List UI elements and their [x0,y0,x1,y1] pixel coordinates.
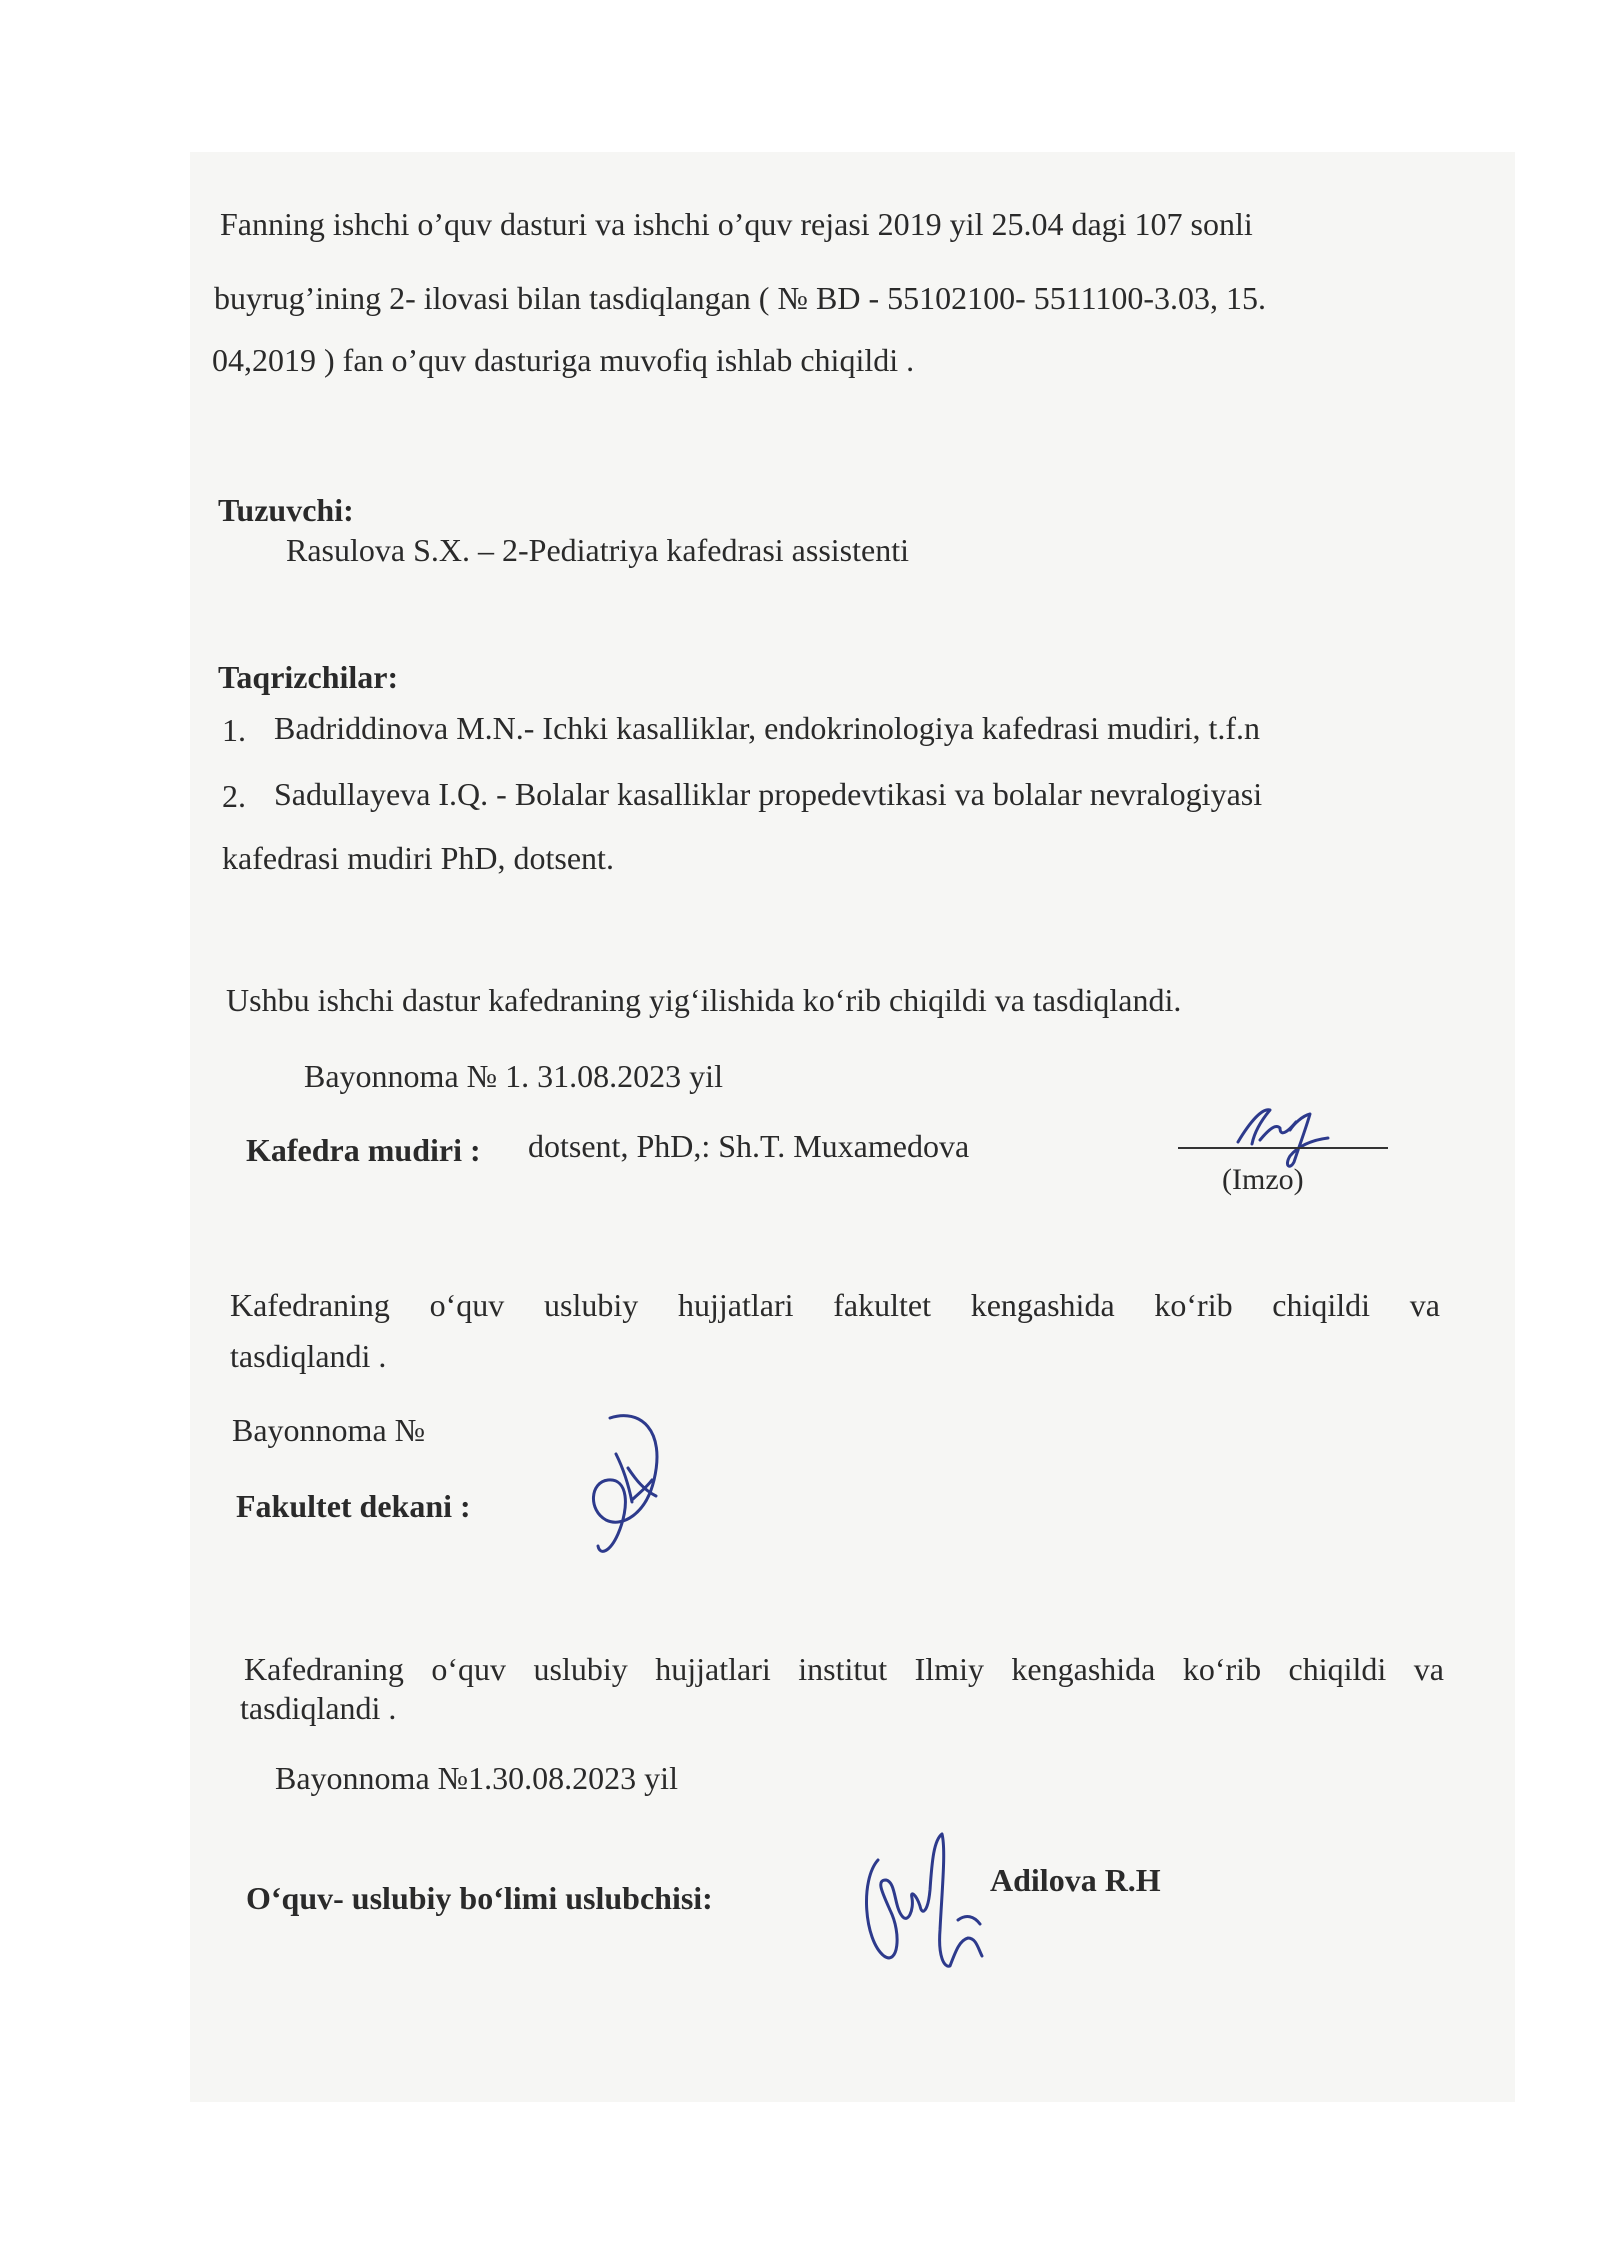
department-protocol: Bayonnoma № 1. 31.08.2023 yil [304,1058,723,1094]
institute-protocol: Bayonnoma №1.30.08.2023 yil [275,1760,678,1796]
compiler-heading: Tuzuvchi: [218,492,354,528]
compiler-name: Rasulova S.X. – 2-Pediatriya kafedrasi assistenti [286,532,909,568]
dean-signature-icon [570,1410,670,1560]
methodist-name: Adilova R.H [990,1862,1161,1898]
faculty-dean-label: Fakultet dekani : [236,1488,471,1524]
methodist-signature-icon [850,1820,1000,1980]
faculty-approval-line-2: tasdiqlandi . [230,1338,387,1374]
methodist-label: O‘quv- uslubiy bo‘limi uslubchisi: [246,1880,713,1916]
intro-line-1: Fanning ishchi o’quv dasturi va ishchi o’quv rejasi 2019 yil 25.04 dagi 107 sonli [220,206,1253,242]
reviewer-1-number: 1. [222,712,246,748]
reviewer-2-text: Sadullayeva I.Q. - Bolalar kasalliklar propedevtikasi va bolalar nevralogiyasi [274,776,1263,812]
signature-line [1178,1147,1388,1149]
faculty-approval-line-1: Kafedraning o‘quv uslubiy hujjatlari fakultet kengashida ko‘rib chiqildi va [230,1287,1440,1323]
intro-line-3: 04,2019 ) fan o’quv dasturiga muvofiq ishlab chiqildi . [212,342,915,378]
signature-caption: (Imzo) [1222,1163,1304,1196]
department-head-name: dotsent, PhD,: Sh.T. Muxamedova [528,1128,970,1164]
reviewer-1-text: Badriddinova M.N.- Ichki kasalliklar, endokrinologiya kafedrasi mudiri, t.f.n [274,710,1261,746]
faculty-protocol: Bayonnoma № [232,1412,426,1448]
reviewer-2-continuation: kafedrasi mudiri PhD, dotsent. [222,840,614,876]
department-head-label: Kafedra mudiri : [246,1132,481,1168]
department-approval: Ushbu ishchi dastur kafedraning yig‘ilishida ko‘rib chiqildi va tasdiqlandi. [226,982,1182,1018]
institute-approval-line-1: Kafedraning o‘quv uslubiy hujjatlari institut Ilmiy kengashida ko‘rib chiqildi va [244,1651,1444,1687]
reviewers-heading: Taqrizchilar: [218,659,399,695]
intro-line-2: buyrug’ining 2- ilovasi bilan tasdiqlangan ( № BD - 55102100- 5511100-3.03, 15. [214,280,1267,316]
institute-approval-line-2: tasdiqlandi . [240,1690,397,1726]
reviewer-2-number: 2. [222,778,246,814]
